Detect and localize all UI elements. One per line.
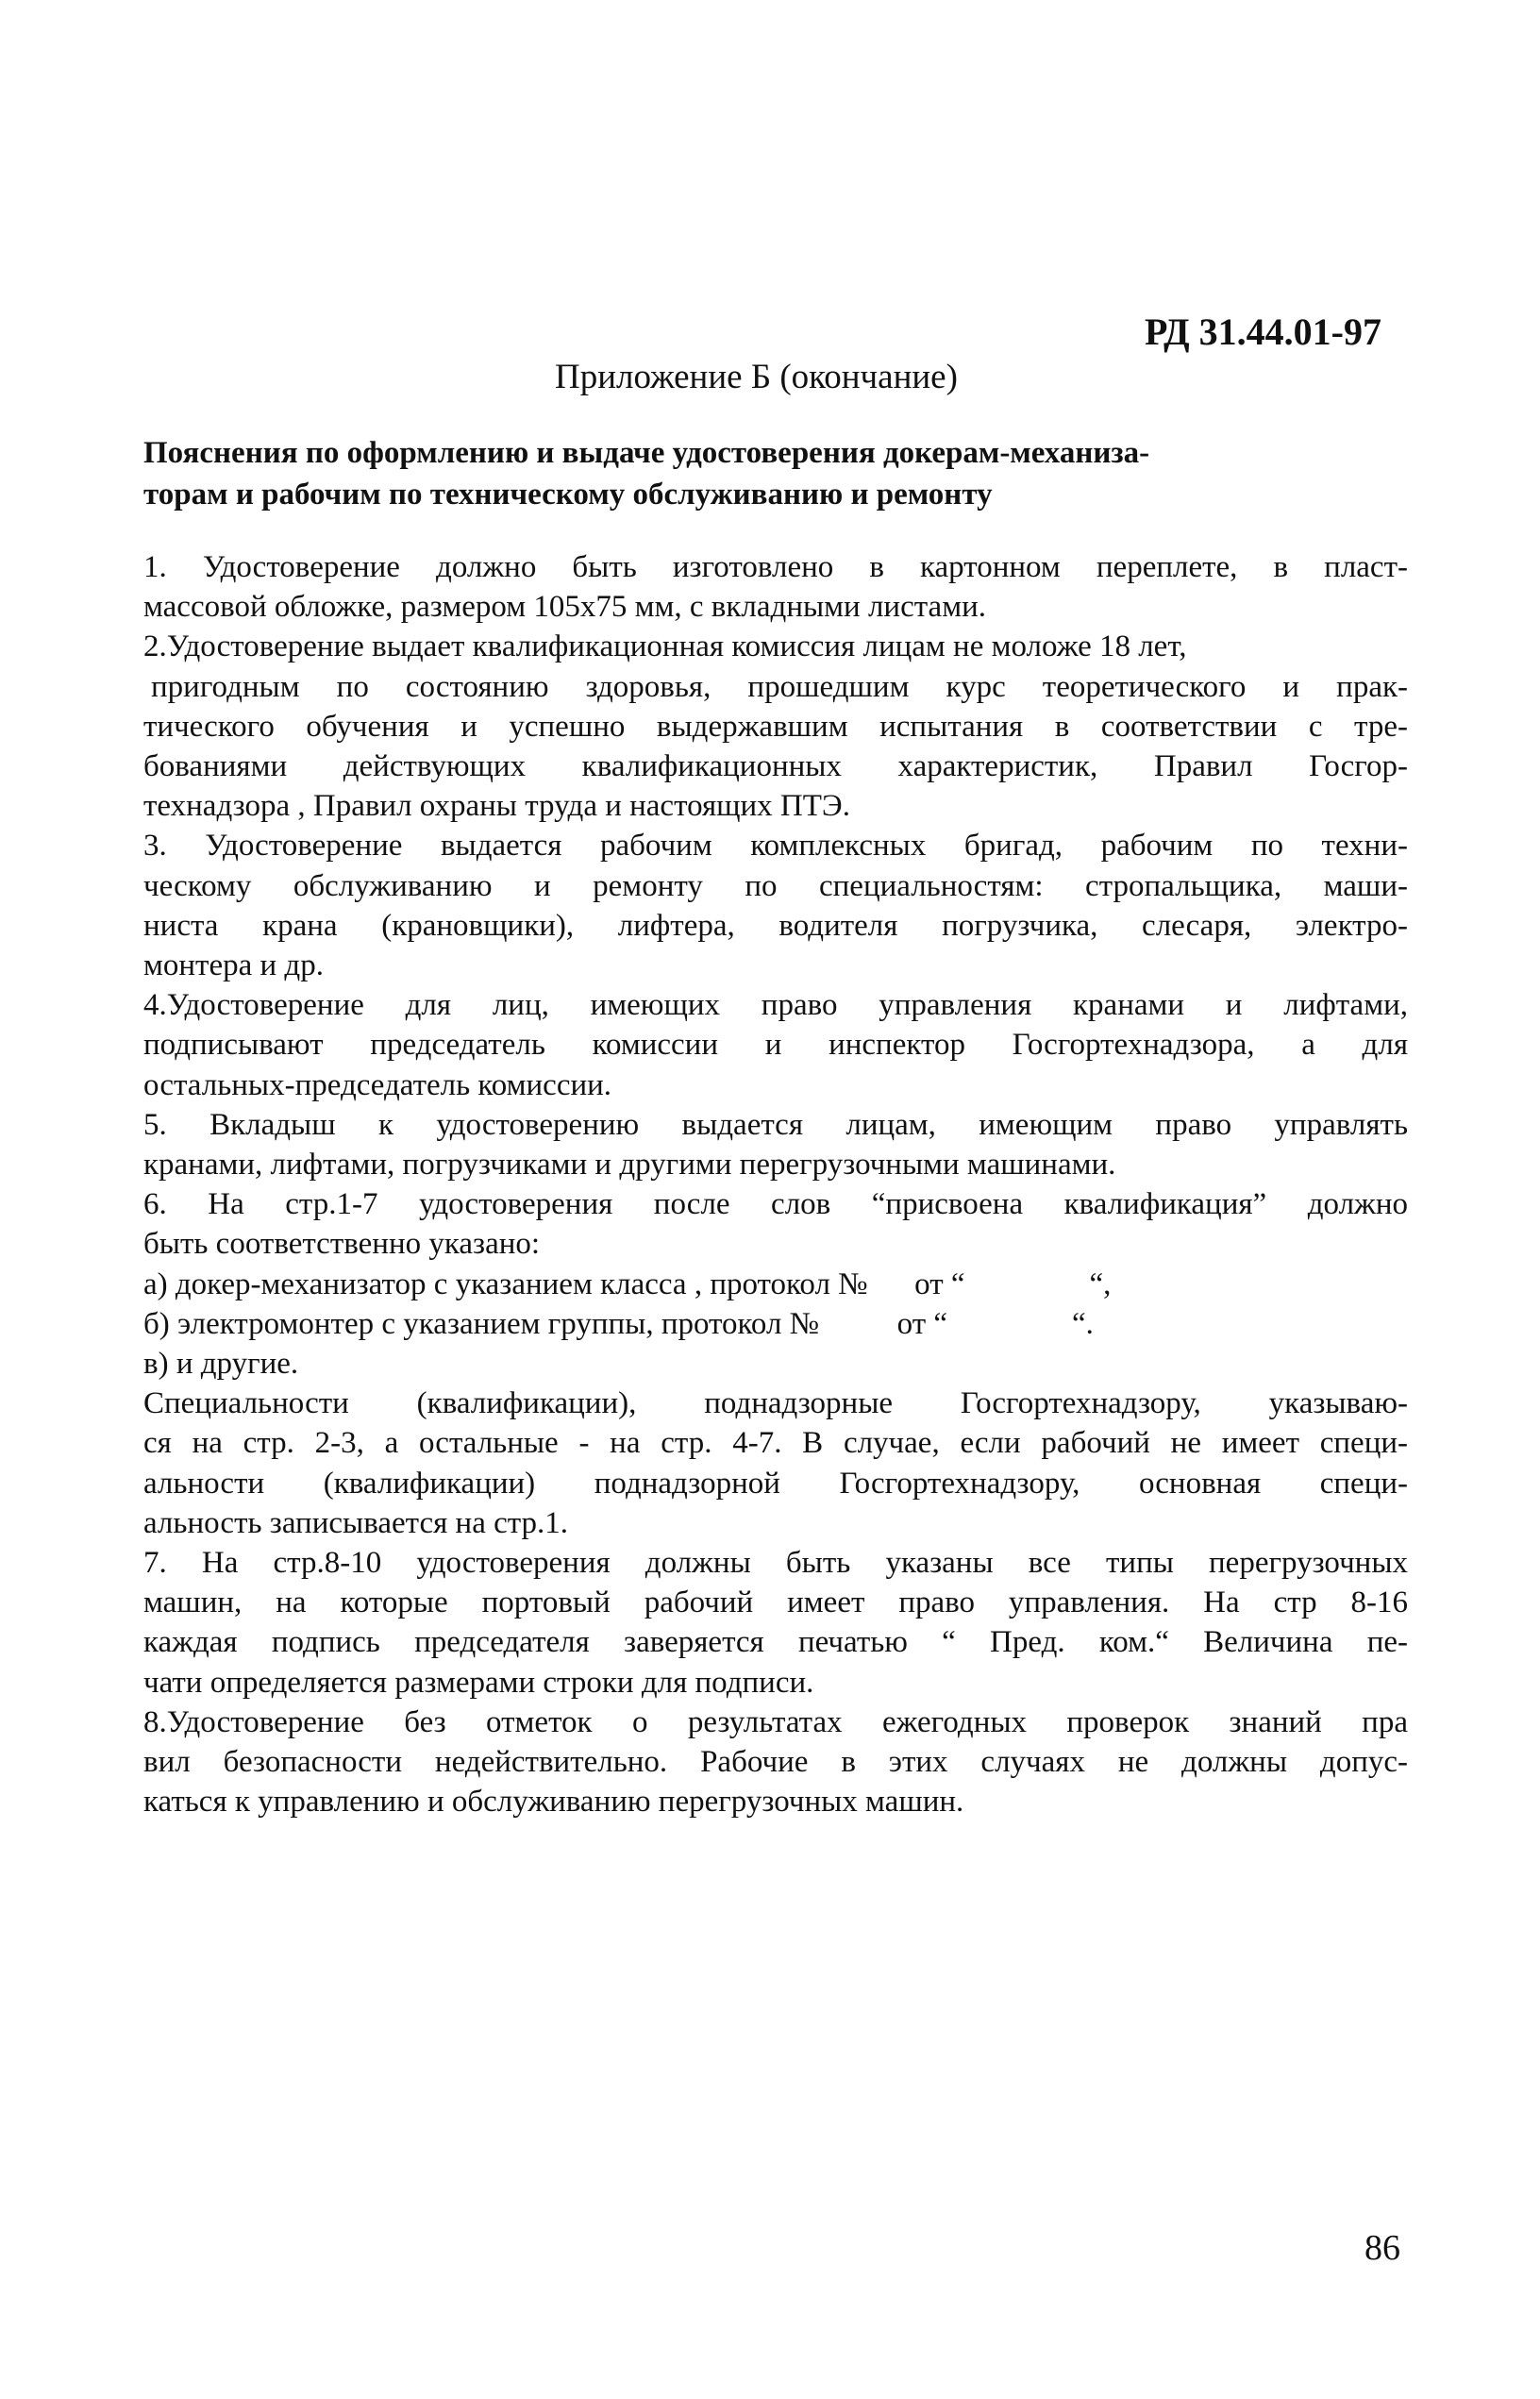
body-line: вил безопасности недействительно. Рабочие в этих случаях не должны допус- [143,1745,1408,1780]
body-line: каться к управлению и обслуживанию перегрузочных машин. [143,1785,964,1820]
body-line: технадзора , Правил охраны труда и настоящих ПТЭ. [143,789,850,824]
appendix-title: Приложение Б (окончание) [555,358,958,396]
document-code: РД 31.44.01-97 [1145,310,1381,353]
body-line: монтера и др. [143,948,324,983]
body-line: альность записывается на стр.1. [143,1505,569,1540]
body-line: 5. Вкладыш к удостоверению выдается лицам, имеющим право управлять [143,1107,1408,1142]
body-line: 7. На стр.8-10 удостоверения должны быть указаны все типы перегрузочных [143,1546,1408,1581]
body-line: быть соответственно указано: [143,1227,541,1262]
body-line: 6. На стр.1-7 удостоверения после слов “присвоена квалификация” должно [143,1187,1408,1222]
body-line: ниста крана (крановщики), лифтера, водителя погрузчика, слесаря, электро- [143,908,1408,943]
body-line: массовой обложке, размером 105х75 мм, с вкладными листами. [143,590,986,625]
heading-line: торам и рабочим по техническому обслуживанию и ремонту [143,478,993,512]
body-line: а) докер-механизатор с указанием класса , протокол № от “ “, [143,1267,1112,1301]
body-line: ся на стр. 2-3, а остальные - на стр. 4-7. В случае, если рабочий не имеет специ- [143,1426,1408,1461]
body-line: 8.Удостоверение без отметок о результатах ежегодных проверок знаний пра [143,1704,1408,1739]
body-line: пригодным по состоянию здоровья, прошедшим курс теоретического и прак- [151,669,1408,704]
body-line: остальных-председатель комиссии. [143,1067,612,1102]
body-text [143,547,1408,1822]
body-line: б) электромонтер с указанием группы, протокол № от “ “. [143,1306,1094,1341]
body-line: 1. Удостоверение должно быть изготовлено в картонном переплете, в пласт- [143,550,1408,584]
heading-line: Пояснения по оформлению и выдаче удостоверения докерам-механиза- [143,436,1150,470]
body-line: в) и другие. [143,1347,299,1382]
body-line: бованиями действующих квалификационных характеристик, Правил Госгор- [143,749,1408,784]
body-line: ческому обслуживанию и ремонту по специальностям: стропальщика, маши- [143,868,1408,903]
body-line: 3. Удостоверение выдается рабочим комплексных бригад, рабочим по техни- [143,829,1408,864]
body-line: Специальности (квалификации), поднадзорные Госгортехнадзору, указываю- [143,1386,1408,1421]
body-line: машин, на которые портовый рабочий имеет право управления. На стр 8-16 [143,1585,1408,1620]
body-line: 2.Удостоверение выдает квалификационная комиссия лицам не моложе 18 лет, [143,629,1187,664]
section-heading [143,432,1408,515]
body-line: подписывают председатель комиссии и инспектор Госгортехнадзора, а для [143,1028,1408,1063]
body-line: чати определяется размерами строки для подписи. [143,1665,814,1700]
body-line: кранами, лифтами, погрузчиками и другими перегрузочными машинами. [143,1148,1116,1183]
body-line: 4.Удостоверение для лиц, имеющих право управления кранами и лифтами, [143,988,1408,1023]
body-line: альности (квалификации) поднадзорной Госгортехнадзору, основная специ- [143,1466,1408,1501]
page-number: 86 [1364,2228,1400,2268]
body-line: каждая подпись председателя заверяется печатью “ Пред. ком.“ Величина пе- [143,1625,1408,1660]
body-line: тического обучения и успешно выдержавшим испытания в соответствии с тре- [143,709,1408,744]
